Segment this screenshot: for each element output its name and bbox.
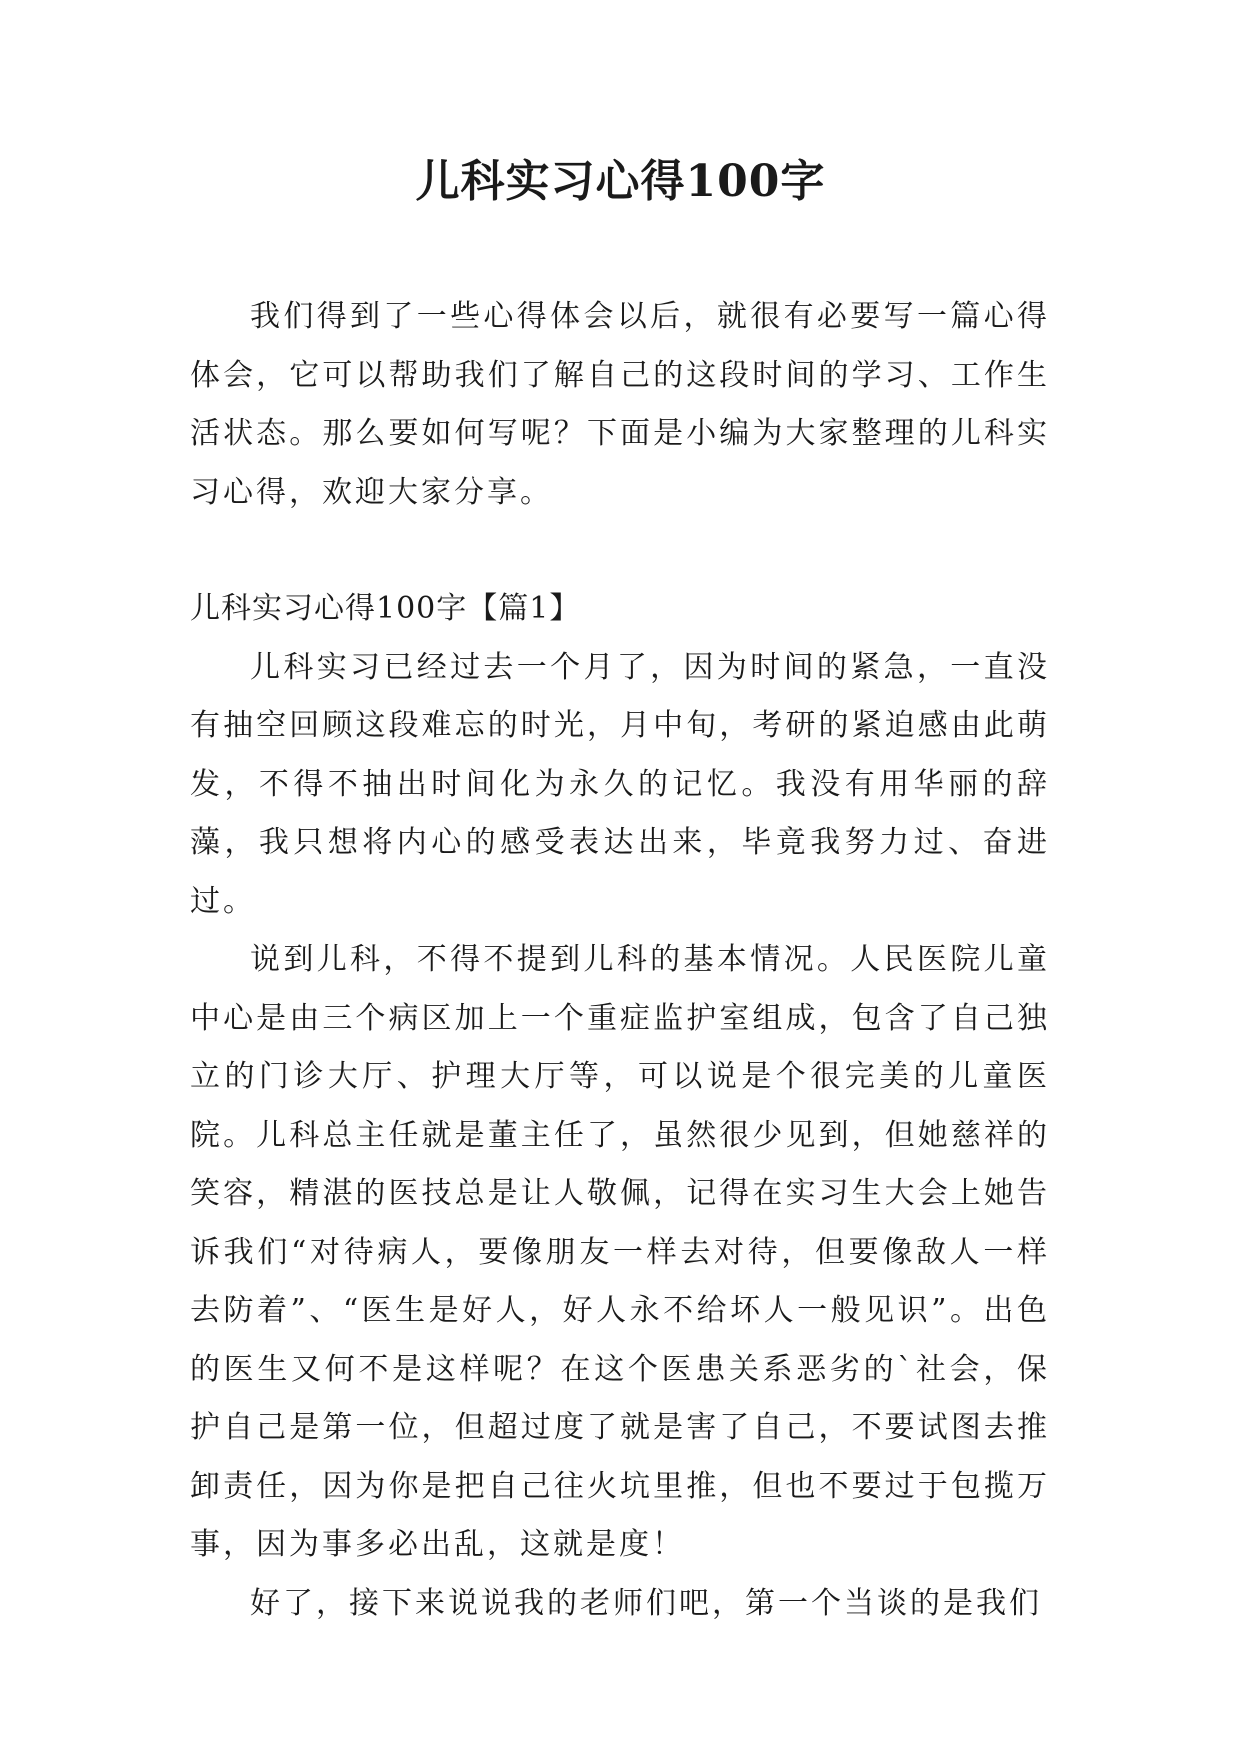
body-paragraph-2: 说到儿科，不得不提到儿科的基本情况。人民医院儿童中心是由三个病区加上一个重症监护室组成，包含了自己独立的门诊大厅、护理大厅等，可以说是个很完美的儿童医院。儿科总主任就是董主任了，虽然很少见到，但她慈祥的笑容，精湛的医技总是让人敬佩，记得在实习生大会上她告诉我们“对待病人，要像朋友一样去对待，但要像敌人一样去防着”、“医生是好人，好人永不给坏人一般见识”。出色的医生又何不是这样呢？在这个医患关系恶劣的`社会，保护自己是第一位，但超过度了就是害了自己，不要试图去推卸责任，因为你是把自己往火坑里推，但也不要过于包揽万事，因为事多必出乱，这就是度！	[190, 942, 1050, 1562]
body-paragraph-3: 好了，接下来说说我的老师们吧，第一个当谈的是我们	[250, 1585, 1042, 1621]
document-body	[190, 288, 1050, 1633]
section-heading: 儿科实习心得100字【篇1】	[190, 591, 581, 626]
body-paragraph-1: 儿科实习已经过去一个月了，因为时间的紧急，一直没有抽空回顾这段难忘的时光，月中旬，考研的紧迫感由此萌发，不得不抽出时间化为永久的记忆。我没有用华丽的辞藻，我只想将内心的感受表达出来，毕竟我努力过、奋进过。	[190, 649, 1050, 919]
document-title: 儿科实习心得100字	[415, 156, 826, 207]
intro-paragraph: 我们得到了一些心得体会以后，就很有必要写一篇心得体会，它可以帮助我们了解自己的这段时间的学习、工作生活状态。那么要如何写呢？下面是小编为大家整理的儿科实习心得，欢迎大家分享。	[190, 299, 1050, 510]
